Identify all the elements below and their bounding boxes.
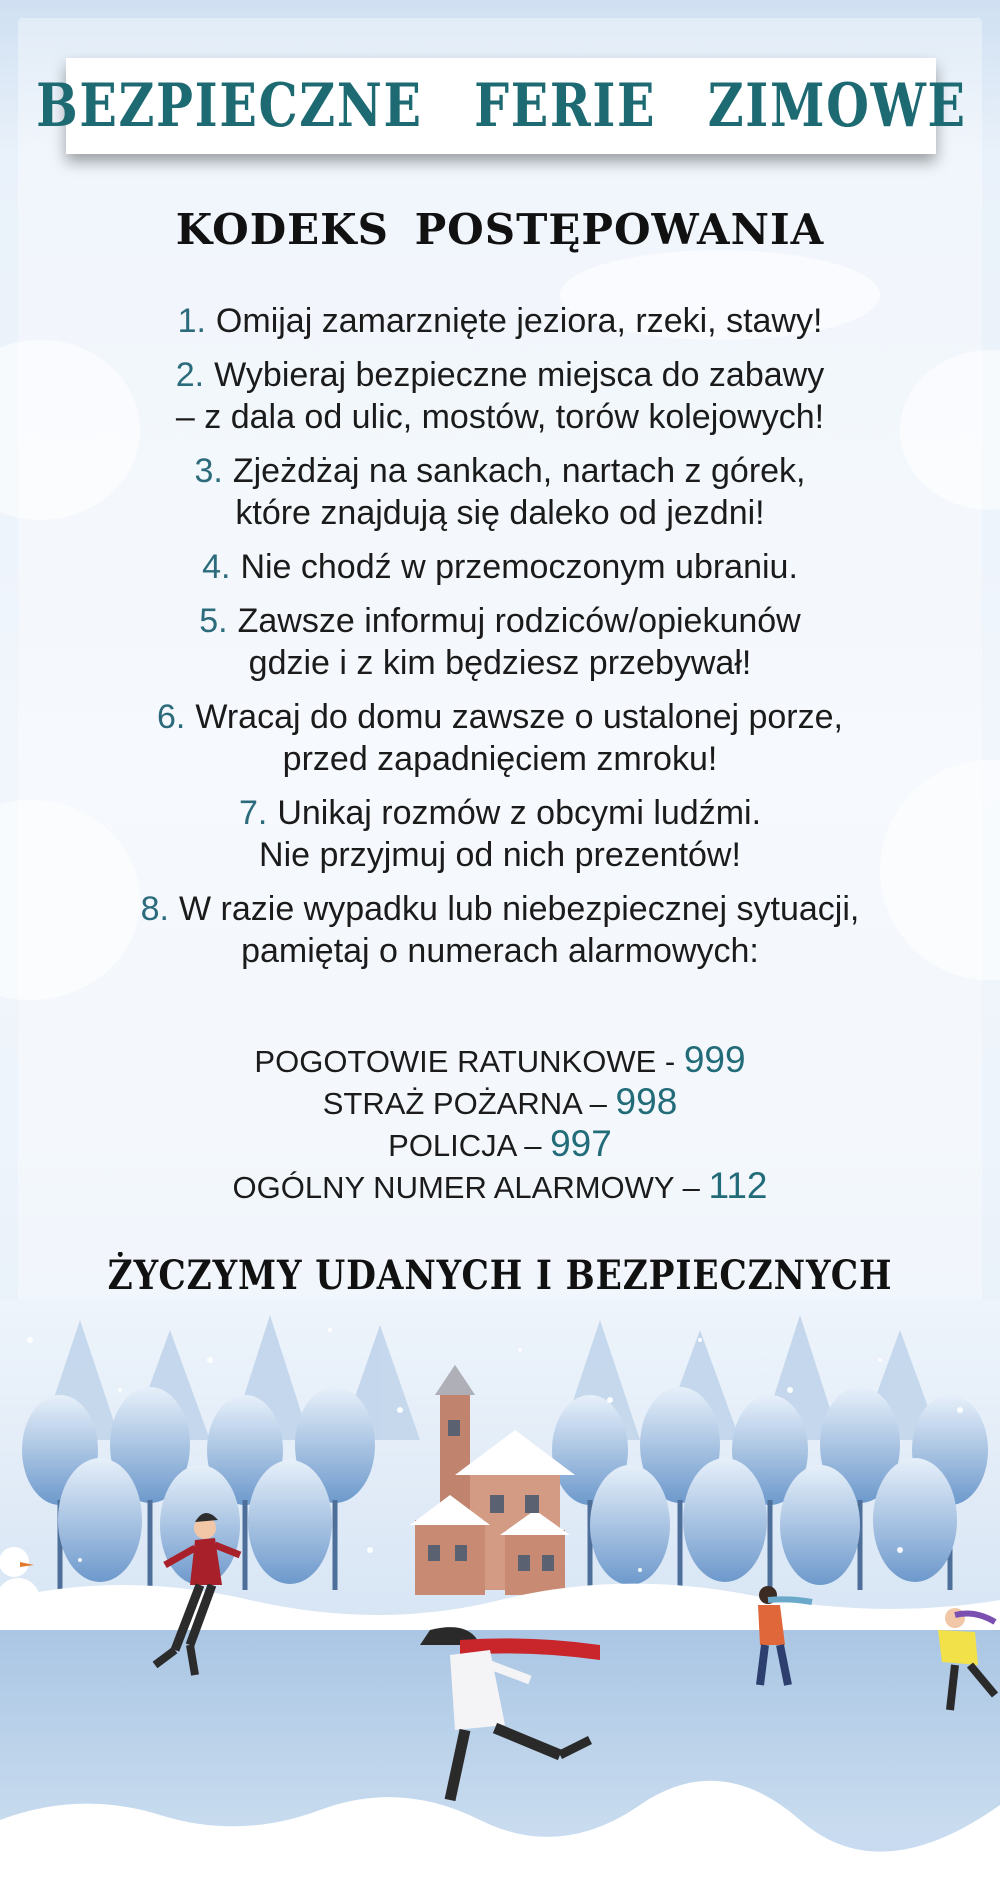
rule-text: przed zapadnięciem zmroku! bbox=[282, 740, 718, 778]
rule-item bbox=[30, 888, 970, 972]
rule-line bbox=[30, 696, 970, 738]
rules-list bbox=[30, 300, 970, 984]
rule-item bbox=[30, 450, 970, 534]
rule-item bbox=[30, 696, 970, 780]
subtitle: KODEKS POSTĘPOWANIA bbox=[175, 205, 825, 254]
rule-line bbox=[30, 642, 970, 684]
rule-line bbox=[30, 354, 970, 396]
emergency-label: POGOTOWIE RATUNKOWE - bbox=[254, 1044, 684, 1079]
page-title: BEZPIECZNE FERIE ZIMOWE bbox=[35, 71, 967, 141]
emergency-line bbox=[0, 1082, 1000, 1124]
rule-number: 7. bbox=[238, 794, 268, 832]
rule-line bbox=[30, 300, 970, 342]
rule-item bbox=[30, 354, 970, 438]
rule-item bbox=[30, 600, 970, 684]
rule-text: Zawsze informuj rodziców/opiekunów bbox=[237, 602, 801, 640]
rule-line bbox=[30, 492, 970, 534]
rule-line bbox=[30, 888, 970, 930]
emergency-line bbox=[0, 1166, 1000, 1208]
rule-text: pamiętaj o numerach alarmowych: bbox=[241, 932, 759, 970]
rule-number: 3. bbox=[194, 452, 223, 490]
rule-text: W razie wypadku lub niebezpiecznej sytuacji, bbox=[179, 890, 860, 928]
emergency-number: 999 bbox=[683, 1039, 746, 1080]
rule-text: Nie przyjmuj od nich prezentów! bbox=[259, 836, 741, 874]
rule-text: – z dala od ulic, mostów, torów kolejowych! bbox=[175, 398, 825, 436]
emergency-line bbox=[0, 1124, 1000, 1166]
rule-number: 8. bbox=[140, 890, 169, 928]
emergency-number: 112 bbox=[708, 1165, 768, 1206]
rule-number: 2. bbox=[175, 356, 205, 394]
rule-text: Unikaj rozmów z obcymi ludźmi. bbox=[277, 794, 762, 832]
emergency-number: 997 bbox=[550, 1123, 612, 1164]
emergency-label: OGÓLNY NUMER ALARMOWY – bbox=[232, 1170, 709, 1205]
emergency-label: POLICJA – bbox=[388, 1128, 551, 1163]
rule-number: 4. bbox=[202, 548, 231, 586]
rule-line bbox=[30, 450, 970, 492]
rule-number: 6. bbox=[157, 698, 186, 736]
rule-line bbox=[30, 600, 970, 642]
title-banner bbox=[35, 58, 967, 154]
rule-number: 1. bbox=[177, 302, 206, 340]
rule-text: Wracaj do domu zawsze o ustalonej porze, bbox=[195, 698, 843, 736]
rule-item bbox=[30, 546, 970, 588]
rule-text: Wybieraj bezpieczne miejsca do zabawy bbox=[214, 356, 825, 394]
rule-item bbox=[30, 792, 970, 876]
rule-text: gdzie i z kim będziesz przebywał! bbox=[248, 644, 752, 682]
rule-line bbox=[30, 396, 970, 438]
emergency-label: STRAŻ POŻARNA – bbox=[322, 1086, 616, 1121]
rule-text: które znajdują się daleko od jezdni! bbox=[235, 494, 765, 532]
emergency-numbers bbox=[0, 1040, 1000, 1208]
rule-line bbox=[30, 834, 970, 876]
closing-wish: ŻYCZYMY UDANYCH I BEZPIECZNYCH bbox=[107, 1252, 893, 1299]
rule-text: Zjeżdżaj na sankach, nartach z górek, bbox=[232, 452, 806, 490]
rule-text: Nie chodź w przemoczonym ubraniu. bbox=[240, 548, 798, 586]
rule-item bbox=[30, 300, 970, 342]
emergency-line bbox=[0, 1040, 1000, 1082]
rule-line bbox=[30, 546, 970, 588]
emergency-number: 998 bbox=[615, 1081, 678, 1122]
winter-skating-illustration bbox=[0, 1300, 1000, 1884]
rule-line bbox=[30, 738, 970, 780]
rule-line bbox=[30, 792, 970, 834]
rule-text: Omijaj zamarznięte jeziora, rzeki, stawy! bbox=[215, 302, 823, 340]
rule-line bbox=[30, 930, 970, 972]
rule-number: 5. bbox=[199, 602, 228, 640]
